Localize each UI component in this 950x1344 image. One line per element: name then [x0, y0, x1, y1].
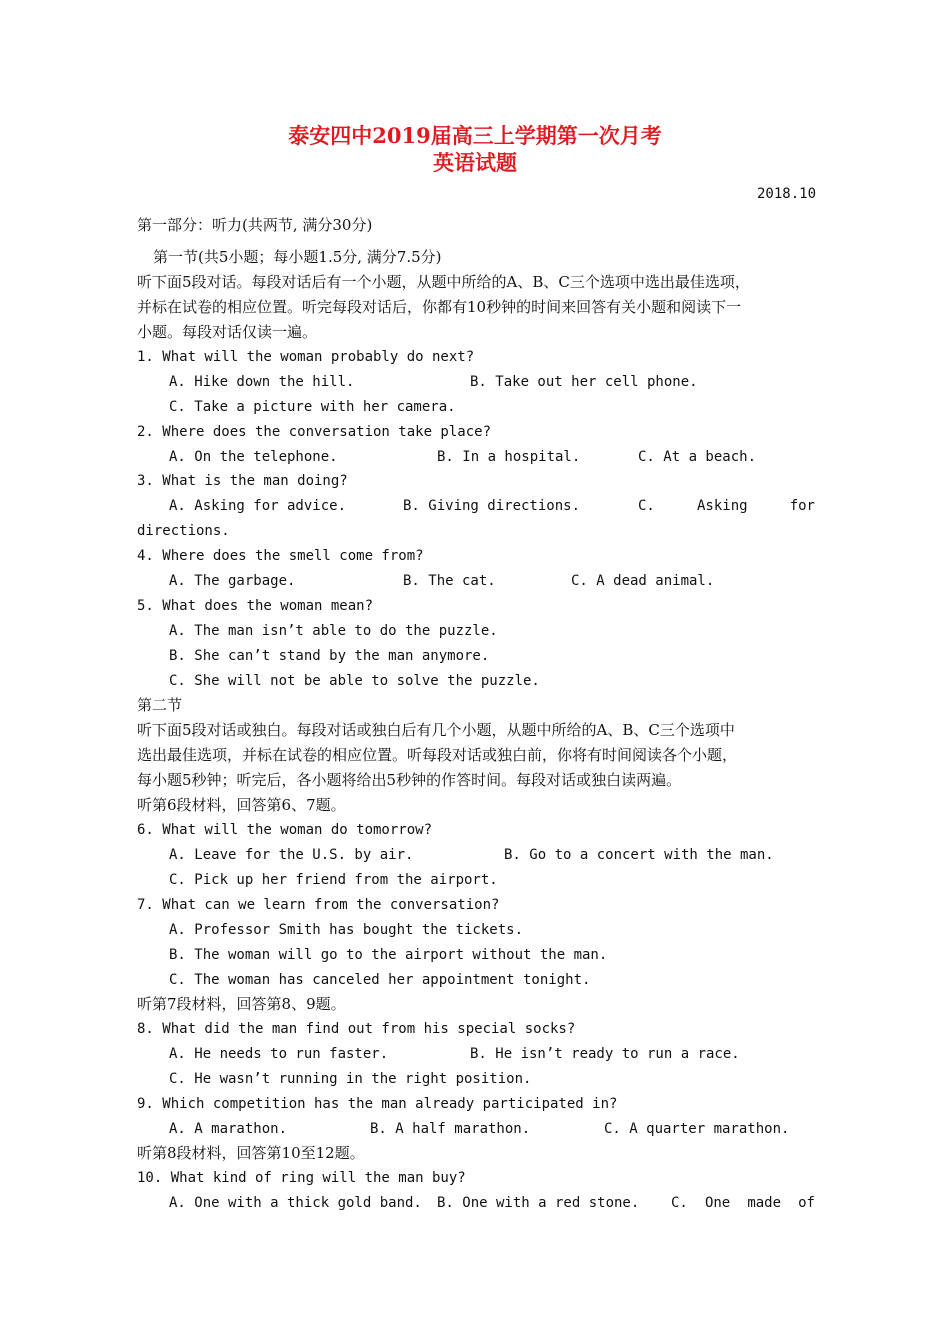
- option-c-word: made: [747, 1195, 782, 1211]
- option-c-word: for: [789, 498, 815, 514]
- option-a: A. Leave for the U.S. by air.: [169, 847, 414, 863]
- exam-subtitle: 英语试题: [433, 150, 517, 175]
- option-a: A. The man isn’t able to do the puzzle.: [169, 623, 498, 639]
- option-b: B. One with a red stone.: [437, 1195, 640, 1211]
- option-b: B. In a hospital.: [437, 449, 581, 465]
- option-c-word: Asking: [696, 498, 748, 514]
- option-b: B. Giving directions.: [403, 498, 581, 514]
- option-a: A. Professor Smith has bought the tickets.: [169, 922, 524, 938]
- question-stem: 6. What will the woman do tomorrow?: [137, 822, 433, 838]
- option-c: C. A quarter marathon.: [604, 1121, 790, 1137]
- section2-instruction-line: 选出最佳选项，并标在试卷的相应位置。听每段对话或独白前，你将有时间阅读各个小题，: [137, 746, 738, 764]
- option-b: B. A half marathon.: [370, 1121, 531, 1137]
- material-heading: 听第6段材料，回答第6、7题。: [137, 796, 346, 814]
- option-a: A. The garbage.: [169, 573, 296, 589]
- option-b: B. The woman will go to the airport without the man.: [169, 947, 608, 963]
- section1-instruction-line: 并标在试卷的相应位置。听完每段对话后，你都有10秒钟的时间来回答有关小题和阅读下一: [137, 298, 742, 316]
- option-a: A. One with a thick gold band.: [169, 1195, 422, 1211]
- option-c: C. He wasn’t running in the right position.: [169, 1071, 532, 1087]
- option-a: A. Hike down the hill.: [169, 374, 355, 390]
- question-stem: 9. Which competition has the man already participated in?: [137, 1096, 618, 1112]
- exam-title: 泰安四中2019届高三上学期第一次月考: [288, 123, 662, 148]
- question-stem: 4. Where does the smell come from?: [137, 548, 424, 564]
- question-stem: 8. What did the man find out from his special socks?: [137, 1021, 576, 1037]
- section1-instruction-line: 听下面5段对话。每段对话后有一个小题，从题中所给的A、B、C三个选项中选出最佳选项，: [137, 273, 750, 291]
- question-stem: 1. What will the woman probably do next?: [137, 349, 475, 365]
- option-c: C. At a beach.: [638, 449, 757, 465]
- option-c: C. The woman has canceled her appointment tonight.: [169, 972, 591, 988]
- exam-date: 2018.10: [757, 186, 817, 202]
- option-c: C. A dead animal.: [571, 573, 715, 589]
- material-heading: 听第7段材料，回答第8、9题。: [137, 995, 346, 1013]
- option-b: B. Go to a concert with the man.: [504, 847, 774, 863]
- option-c: [638, 496, 815, 516]
- option-b: B. He isn’t ready to run a race.: [470, 1046, 740, 1062]
- option-a: A. On the telephone.: [169, 449, 338, 465]
- option-a: A. He needs to run faster.: [169, 1046, 389, 1062]
- option-c: C. Pick up her friend from the airport.: [169, 872, 498, 888]
- section1-instruction-line: 小题。每段对话仅读一遍。: [137, 323, 318, 341]
- option-b: B. The cat.: [403, 573, 496, 589]
- option-b: B. She can’t stand by the man anymore.: [169, 648, 490, 664]
- option-a: A. Asking for advice.: [169, 498, 347, 514]
- option-c-continuation: directions.: [137, 523, 230, 539]
- question-stem: 10. What kind of ring will the man buy?: [137, 1170, 466, 1186]
- option-c-word: of: [798, 1195, 815, 1211]
- option-c-word: One: [704, 1195, 731, 1211]
- option-c: [671, 1193, 815, 1213]
- section2-instruction-line: 听下面5段对话或独白。每段对话或独白后有几个小题，从题中所给的A、B、C三个选项中: [137, 721, 735, 739]
- option-b: B. Take out her cell phone.: [470, 374, 698, 390]
- option-a: A. A marathon.: [169, 1121, 288, 1137]
- material-heading: 听第8段材料，回答第10至12题。: [137, 1144, 365, 1162]
- question-stem: 7. What can we learn from the conversation?: [137, 897, 500, 913]
- question-stem: 2. Where does the conversation take place?: [137, 424, 492, 440]
- option-c: C. Take a picture with her camera.: [169, 399, 456, 415]
- section2-heading: 第二节: [137, 696, 183, 714]
- question-stem: 3. What is the man doing?: [137, 473, 348, 489]
- option-c: C. She will not be able to solve the puzzle.: [169, 673, 540, 689]
- option-c-word: C.: [638, 498, 655, 514]
- option-c-word: C.: [671, 1195, 688, 1211]
- section1-heading: 第一节(共5小题；每小题1.5分, 满分7.5分): [153, 248, 442, 266]
- question-stem: 5. What does the woman mean?: [137, 598, 374, 614]
- part1-heading: 第一部分：听力(共两节, 满分30分): [137, 216, 373, 234]
- section2-instruction-line: 每小题5秒钟；听完后，各小题将给出5秒钟的作答时间。每段对话或独白读两遍。: [137, 771, 682, 789]
